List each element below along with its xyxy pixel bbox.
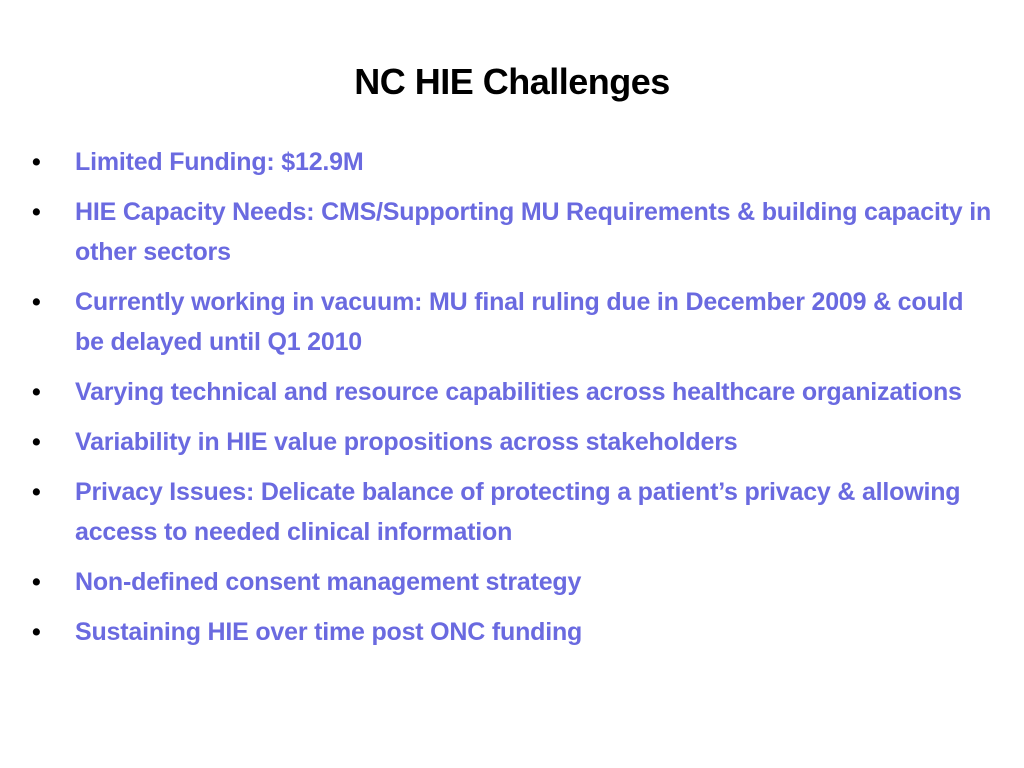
bullet-dot-icon: •: [32, 288, 41, 316]
bullet-dot-icon: •: [32, 568, 41, 596]
bullet-text: HIE Capacity Needs: CMS/Supporting MU Requirements & building capacity in other sectors: [75, 198, 992, 266]
bullet-text: Privacy Issues: Delicate balance of protecting a patient’s privacy & allowing access to needed clinical information: [75, 478, 961, 546]
bullet-item-value-propositions: [32, 422, 992, 462]
bullet-item-limited-funding: [32, 142, 992, 182]
bullet-dot-icon: •: [32, 198, 41, 226]
bullet-item-consent-management: [32, 562, 992, 602]
bullet-item-capacity-needs: [32, 192, 992, 272]
bullet-text: Varying technical and resource capabilities across healthcare organizations: [75, 378, 962, 406]
bullet-list: [32, 142, 992, 662]
slide-title: NC HIE Challenges: [354, 61, 670, 102]
bullet-dot-icon: •: [32, 378, 41, 406]
bullet-text: Variability in HIE value propositions across stakeholders: [75, 428, 738, 456]
bullet-item-sustaining-hie: [32, 612, 992, 652]
bullet-dot-icon: •: [32, 478, 41, 506]
bullet-text: Limited Funding: $12.9M: [75, 148, 364, 176]
bullet-text: Non-defined consent management strategy: [75, 568, 582, 596]
bullet-item-varying-capabilities: [32, 372, 992, 412]
bullet-text: Sustaining HIE over time post ONC funding: [75, 618, 583, 646]
bullet-dot-icon: •: [32, 148, 41, 176]
bullet-text: Currently working in vacuum: MU final ruling due in December 2009 & could be delayed until Q1 2010: [75, 288, 964, 356]
bullet-dot-icon: •: [32, 428, 41, 456]
bullet-item-working-in-vacuum: [32, 282, 992, 362]
bullet-dot-icon: •: [32, 618, 41, 646]
bullet-item-privacy-issues: [32, 472, 992, 552]
